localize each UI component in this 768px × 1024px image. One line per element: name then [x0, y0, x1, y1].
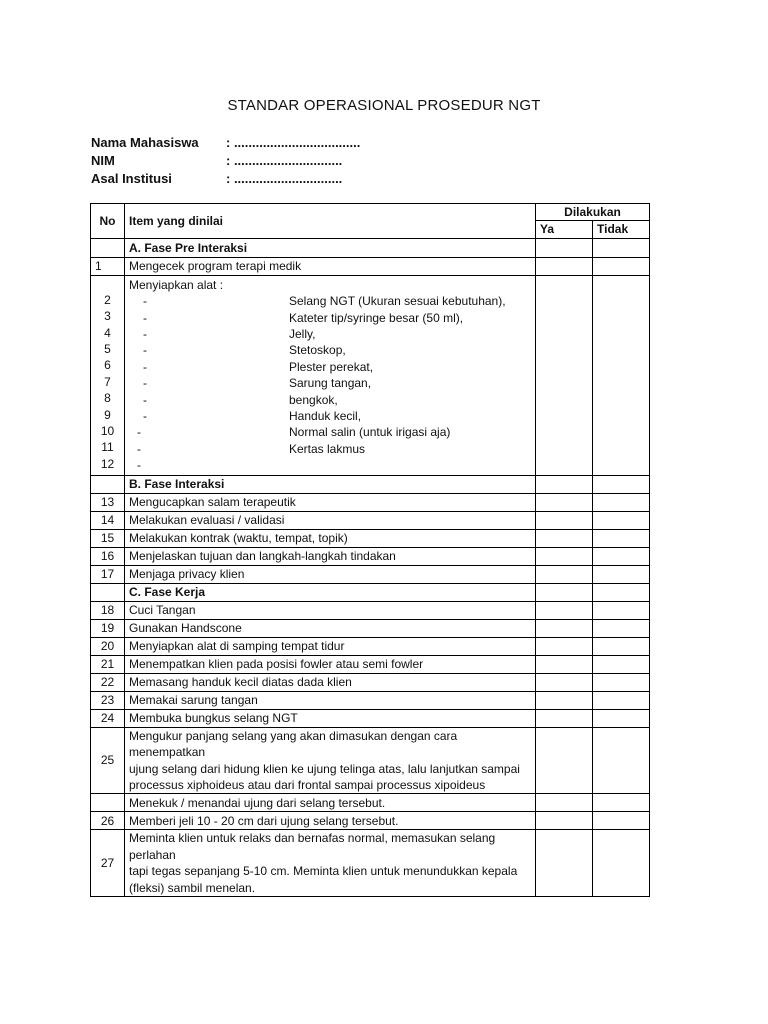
check-tidak-cell[interactable] — [593, 511, 650, 529]
check-ya-cell[interactable] — [536, 673, 593, 691]
tools-numbers — [91, 275, 125, 475]
row-item — [125, 830, 536, 897]
row-number: 26 — [91, 812, 125, 830]
tool-item: - Plester perekat, — [143, 359, 374, 374]
row-item: Melakukan kontrak (waktu, tempat, topik) — [125, 529, 536, 547]
row-number: 7 — [104, 374, 111, 389]
check-tidak-cell[interactable] — [593, 637, 650, 655]
table-row — [91, 547, 650, 565]
tools-list — [125, 275, 536, 475]
row-number: 14 — [91, 511, 125, 529]
header-ya: Ya — [536, 221, 593, 238]
check-tidak-cell[interactable] — [593, 547, 650, 565]
table-row — [91, 619, 650, 637]
row-number: 20 — [91, 637, 125, 655]
header-no: No — [91, 204, 125, 239]
check-ya-cell[interactable] — [536, 583, 593, 601]
check-tidak-cell[interactable] — [593, 794, 650, 812]
info-label: Asal Institusi — [91, 171, 172, 186]
tool-item: - — [137, 458, 141, 473]
info-row-nim — [91, 153, 360, 171]
table-row — [91, 727, 650, 794]
row-item: Menjelaskan tujuan dan langkah-langkah tindakan — [125, 547, 536, 565]
tool-item: - Kateter tip/syringe besar (50 ml), — [143, 310, 464, 325]
table-row — [91, 257, 650, 275]
check-tidak-cell[interactable] — [593, 691, 650, 709]
section-no-cell — [91, 238, 125, 257]
row-number: 4 — [104, 325, 111, 340]
row-item-line: Mengukur panjang selang yang akan dimasukan dengan cara menempatkan — [129, 728, 458, 760]
row-item: Cuci Tangan — [125, 601, 536, 619]
row-item: Memasang handuk kecil diatas dada klien — [125, 673, 536, 691]
table-row — [91, 812, 650, 830]
check-tidak-cell[interactable] — [593, 727, 650, 794]
row-number: 23 — [91, 691, 125, 709]
check-tidak-cell[interactable] — [593, 709, 650, 727]
info-row-nama — [91, 135, 360, 153]
tool-item: - Jelly, — [143, 327, 316, 342]
check-ya-cell[interactable] — [536, 655, 593, 673]
section-no-cell — [91, 583, 125, 601]
section-no-cell — [91, 475, 125, 493]
info-label: Nama Mahasiswa — [91, 135, 199, 150]
check-ya-cell[interactable] — [536, 547, 593, 565]
row-item: Gunakan Handscone — [125, 619, 536, 637]
section-title: A. Fase Pre Interaksi — [125, 238, 536, 257]
row-item: Menekuk / menandai ujung dari selang tersebut. — [125, 794, 536, 812]
check-ya-cell[interactable] — [536, 475, 593, 493]
tools-row — [91, 275, 650, 475]
row-item-line: (fleksi) sambil menelan. — [129, 880, 256, 895]
tool-item: - Normal salin (untuk irigasi aja) — [137, 425, 451, 440]
row-item-line: processus xiphoideus atau dari frontal sampai processus xipoideus — [129, 778, 486, 793]
check-ya-cell[interactable] — [536, 691, 593, 709]
row-number: 15 — [91, 529, 125, 547]
tool-item: - Handuk kecil, — [143, 409, 362, 424]
tool-item: - Sarung tangan, — [143, 376, 372, 391]
row-item: Menyiapkan alat di samping tempat tidur — [125, 637, 536, 655]
row-item: Memakai sarung tangan — [125, 691, 536, 709]
row-number: 16 — [91, 547, 125, 565]
row-number: 2 — [104, 292, 111, 307]
check-ya-cell[interactable] — [536, 709, 593, 727]
check-tidak-cell[interactable] — [593, 257, 650, 275]
row-number: 5 — [104, 342, 111, 357]
header-row — [91, 204, 650, 221]
table-row — [91, 709, 650, 727]
row-number: 21 — [91, 655, 125, 673]
check-ya-cell[interactable] — [536, 257, 593, 275]
table-row — [91, 601, 650, 619]
row-number: 1 — [91, 257, 125, 275]
check-ya-cell[interactable] — [536, 601, 593, 619]
row-item — [125, 727, 536, 794]
check-ya-cell[interactable] — [536, 830, 593, 897]
info-value: : ................................... — [226, 135, 361, 150]
row-number: 3 — [104, 309, 111, 324]
row-item-line: ujung selang dari hidung klien ke ujung telinga atas, lalu lanjutkan sampai — [129, 761, 520, 776]
row-item-line: tapi tegas sepanjang 5-10 cm. Meminta klien untuk menundukkan kepala — [129, 864, 518, 879]
check-tidak-cell[interactable] — [593, 238, 650, 257]
tool-item: - Selang NGT (Ukuran sesuai kebutuhan), — [143, 294, 506, 309]
row-number: 27 — [91, 830, 125, 897]
row-number: 11 — [101, 440, 114, 455]
tool-item: - Stetoskop, — [143, 343, 346, 358]
info-label: NIM — [91, 153, 115, 168]
section-title: B. Fase Interaksi — [125, 475, 536, 493]
table-row — [91, 691, 650, 709]
header-item: Item yang dinilai — [125, 204, 536, 239]
check-tidak-cell[interactable] — [593, 583, 650, 601]
table-row — [91, 529, 650, 547]
row-number: 13 — [91, 493, 125, 511]
check-ya-cell[interactable] — [536, 794, 593, 812]
row-number: 22 — [91, 673, 125, 691]
check-tidak-cell[interactable] — [593, 275, 650, 475]
row-number — [91, 794, 125, 812]
check-tidak-cell[interactable] — [593, 619, 650, 637]
info-value: : .............................. — [226, 171, 343, 186]
check-tidak-cell[interactable] — [593, 475, 650, 493]
page-title: STANDAR OPERASIONAL PROSEDUR NGT — [227, 97, 541, 114]
check-tidak-cell[interactable] — [593, 655, 650, 673]
row-number: 12 — [100, 456, 115, 471]
info-row-institusi — [91, 171, 360, 189]
check-ya-cell[interactable] — [536, 493, 593, 511]
row-number: 19 — [91, 619, 125, 637]
check-tidak-cell[interactable] — [593, 529, 650, 547]
row-number: 18 — [91, 601, 125, 619]
row-number: 25 — [91, 727, 125, 794]
row-number: 8 — [104, 391, 111, 406]
table-row — [91, 511, 650, 529]
section-row-a — [91, 238, 650, 257]
table-row — [91, 830, 650, 897]
check-ya-cell[interactable] — [536, 619, 593, 637]
check-ya-cell[interactable] — [536, 238, 593, 257]
section-row-c — [91, 583, 650, 601]
check-ya-cell[interactable] — [536, 511, 593, 529]
row-number: 9 — [104, 407, 111, 422]
row-number: 17 — [91, 565, 125, 583]
section-title: C. Fase Kerja — [125, 583, 536, 601]
row-item: Melakukan evaluasi / validasi — [125, 511, 536, 529]
check-tidak-cell[interactable] — [593, 830, 650, 897]
header-tidak: Tidak — [593, 221, 650, 238]
row-item: Menjaga privacy klien — [125, 565, 536, 583]
row-number: 10 — [100, 424, 115, 439]
row-number: 24 — [91, 709, 125, 727]
check-tidak-cell[interactable] — [593, 673, 650, 691]
check-tidak-cell[interactable] — [593, 493, 650, 511]
table-row — [91, 565, 650, 583]
tools-intro: Menyiapkan alat : — [129, 277, 224, 292]
row-number: 6 — [104, 358, 111, 373]
header-dilakukan: Dilakukan — [536, 204, 650, 221]
check-tidak-cell[interactable] — [593, 812, 650, 830]
row-item: Mengecek program terapi medik — [125, 257, 536, 275]
section-row-b — [91, 475, 650, 493]
table-row — [91, 637, 650, 655]
row-item-line: Meminta klien untuk relaks dan bernafas normal, memasukan selang perlahan — [129, 831, 496, 862]
student-info — [91, 135, 360, 189]
row-item: Memberi jeli 10 - 20 cm dari ujung selang tersebut. — [125, 812, 536, 830]
row-item: Mengucapkan salam terapeutik — [125, 493, 536, 511]
assessment-table — [90, 203, 650, 897]
check-tidak-cell[interactable] — [593, 565, 650, 583]
check-ya-cell[interactable] — [536, 812, 593, 830]
table-row — [91, 655, 650, 673]
table-row — [91, 493, 650, 511]
tool-item: - bengkok, — [143, 392, 338, 407]
table-row — [91, 673, 650, 691]
check-ya-cell[interactable] — [536, 275, 593, 475]
check-ya-cell[interactable] — [536, 637, 593, 655]
row-item: Membuka bungkus selang NGT — [125, 709, 536, 727]
info-value: : .............................. — [226, 153, 343, 168]
check-ya-cell[interactable] — [536, 565, 593, 583]
check-ya-cell[interactable] — [536, 529, 593, 547]
table-row — [91, 794, 650, 812]
check-ya-cell[interactable] — [536, 727, 593, 794]
row-item: Menempatkan klien pada posisi fowler atau semi fowler — [125, 655, 536, 673]
tool-item: - Kertas lakmus — [137, 441, 366, 456]
check-tidak-cell[interactable] — [593, 601, 650, 619]
